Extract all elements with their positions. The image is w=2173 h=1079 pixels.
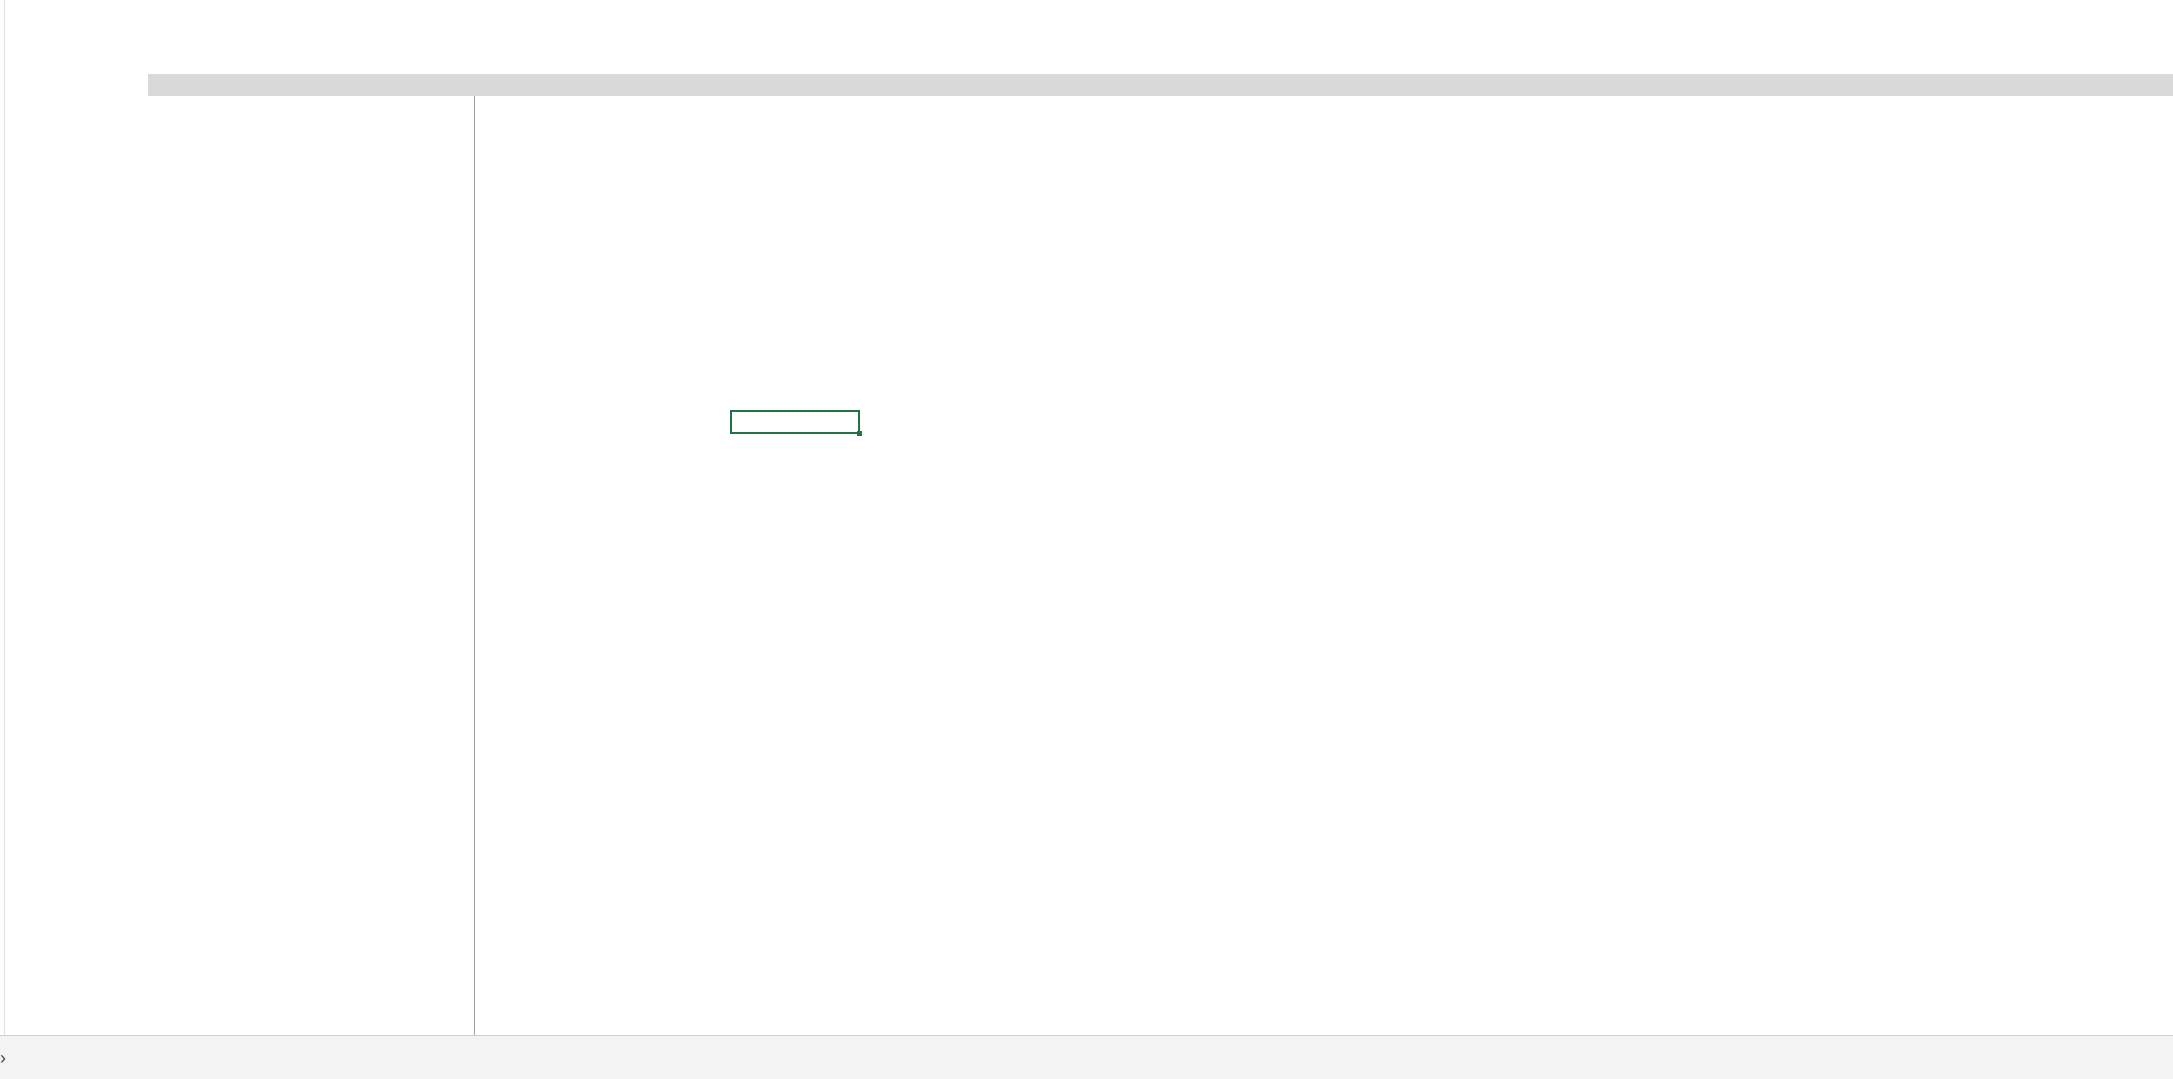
- sheet-tab-bar: [0, 1035, 2173, 1079]
- left-edge-line: [4, 0, 5, 1035]
- year0-separator: [474, 96, 475, 1035]
- more-tabs-ellipsis[interactable]: [30, 1044, 52, 1072]
- month-header-band: [148, 74, 2173, 96]
- selected-cell[interactable]: [730, 410, 860, 434]
- scroll-tabs-left-icon[interactable]: ›: [0, 1048, 6, 1068]
